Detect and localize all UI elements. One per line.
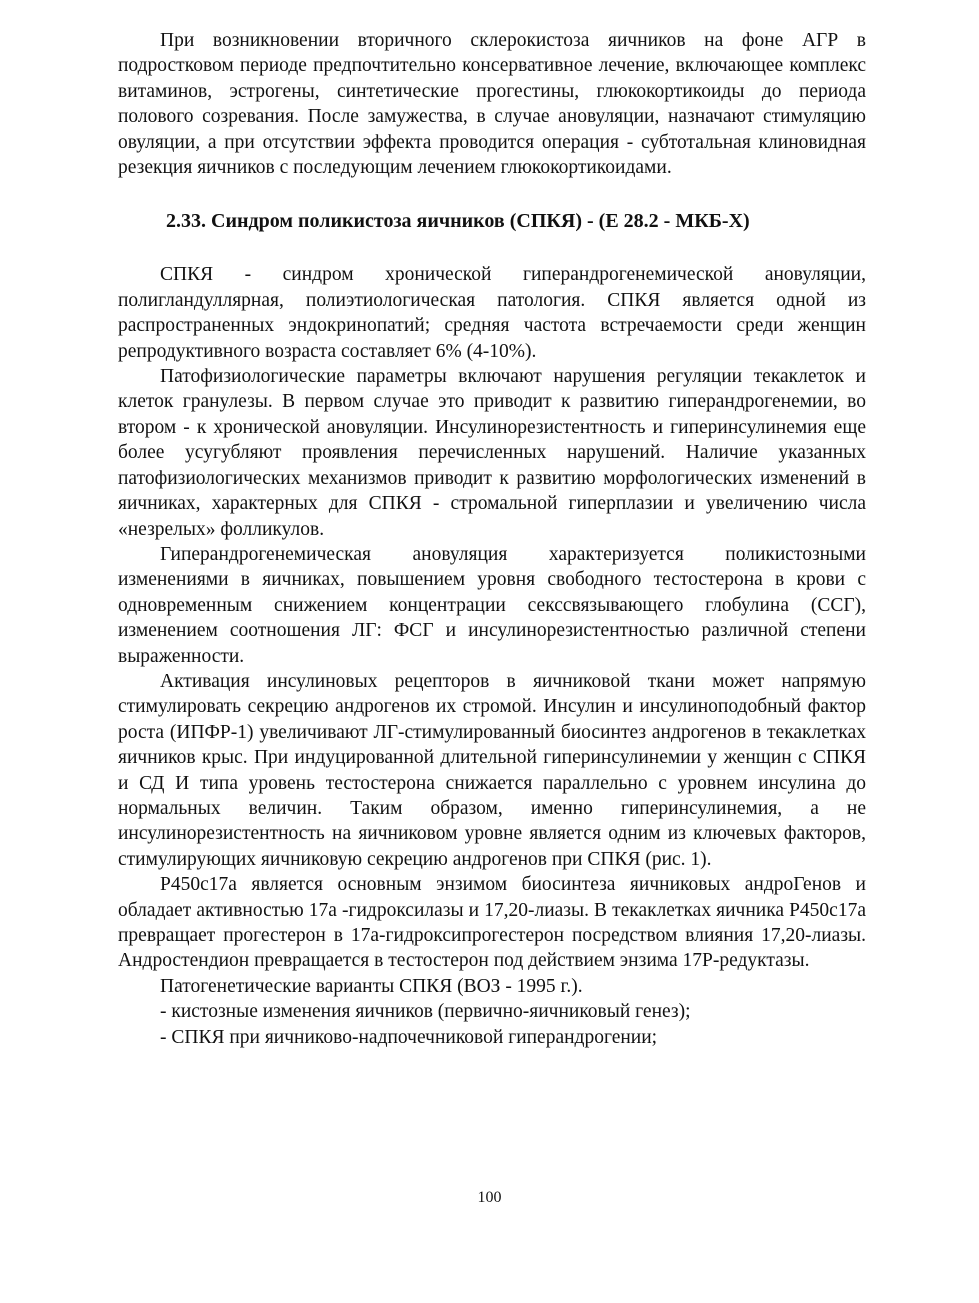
paragraph-insulin-receptors: Активация инсулиновых рецепторов в яичниковой ткани может напрямую стимулировать секрецию андрогенов их стромой. Инсулин и инсулиноподобный фактор роста (ИПФР-1) увеличивают ЛГ-стимулированный биосинтез андрогенов в текаклетках яичников крыс. При индуцированной длительной гиперинсулинемии у женщин с СПКЯ и СД И типа уровень тестостерона снижается параллельно с уровнем инсулина до нормальных величин. Таким образом, именно гиперинсулинемия, а не инсулинорезистентность на яичниковом уровне является одним из ключевых факторов, стимулирующих яичниковую секрецию андрогенов при СПКЯ (рис. 1).: [118, 670, 866, 870]
paragraph-pathophysiology: Патофизиологические параметры включают нарушения регуляции текаклеток и клеток гранулезы. В первом случае это приводит к развитию гиперандрогенемии, во втором - к хронической ановуляции. Инсулинорезистентность и гиперинсулинемия еще более усугубляют проявления перечисленных нарушений. Наличие указанных патофизиологических механизмов приводит к развитию морфологических изменений в яичниках, характерных для СПКЯ - стромальной гиперплазии и увеличению числа «незрелых» фолликулов.: [118, 366, 866, 540]
paragraph-hyperandrogenemic-anovulation: Гиперандрогенемическая ановуляция характеризуется поликистозными изменениями в яичниках, повышением уровня свободного тестостерона в крови с одновременным снижением концентрации сексcвязывающего глобулина (ССГ), изменением соотношения ЛГ: ФСГ и инсулинорезистентностью различной степени выраженности.: [118, 543, 866, 667]
paragraph-p450c17a: Р450с17а является основным энзимом биосинтеза яичниковых андроГенов и обладает активностью 17а -гидроксилазы и 17,20-лиазы. В текаклетках яичника Р450с17а превращает прогестерон в 17а-гидроксипрогестерон посредством влияния 17,20-лиазы. Андростендион превращается в тестостерон под действием энзима 17Р-редуктазы.: [118, 874, 866, 972]
list-item: - кистозные изменения яичников (первично-яичниковый генез);: [160, 1001, 691, 1023]
page-number: 100: [477, 1189, 502, 1206]
section-heading: 2.33. Синдром поликистоза яичников (СПКЯ) - (Е 28.2 - МКБ-Х): [166, 210, 750, 233]
paragraph-definition: СПКЯ - синдром хронической гиперандрогенемической ановуляции, полигландуллярная, полиэтиологическая патология. СПКЯ является одной из распространенных эндокринопатий; средняя частота встречаемости среди женщин репродуктивного возраста составляет 6% (4-10%).: [118, 264, 866, 362]
list-intro: Патогенетические варианты СПКЯ (ВОЗ - 1995 г.).: [160, 975, 583, 997]
paragraph-intro: При возникновении вторичного склерокистоза яичников на фоне АГР в подростковом периоде предпочтительно консервативное лечение, включающее комплекс витаминов, эстрогены, синтетические прогестины, глюкокортикоиды до периода полового созревания. После замужества, в случае ановуляции, назначают стимуляцию овуляции, а при отсутствии эффекта проводится операция - субтотальная клиновидная резекция яичников с последующим лечением глюкокортикоидами.: [118, 30, 866, 179]
page-content: [118, 28, 866, 1050]
pathogenetic-variants-list: [118, 974, 866, 1050]
list-item: - СПКЯ при яичниково-надпочечниковой гиперандрогении;: [160, 1026, 658, 1048]
